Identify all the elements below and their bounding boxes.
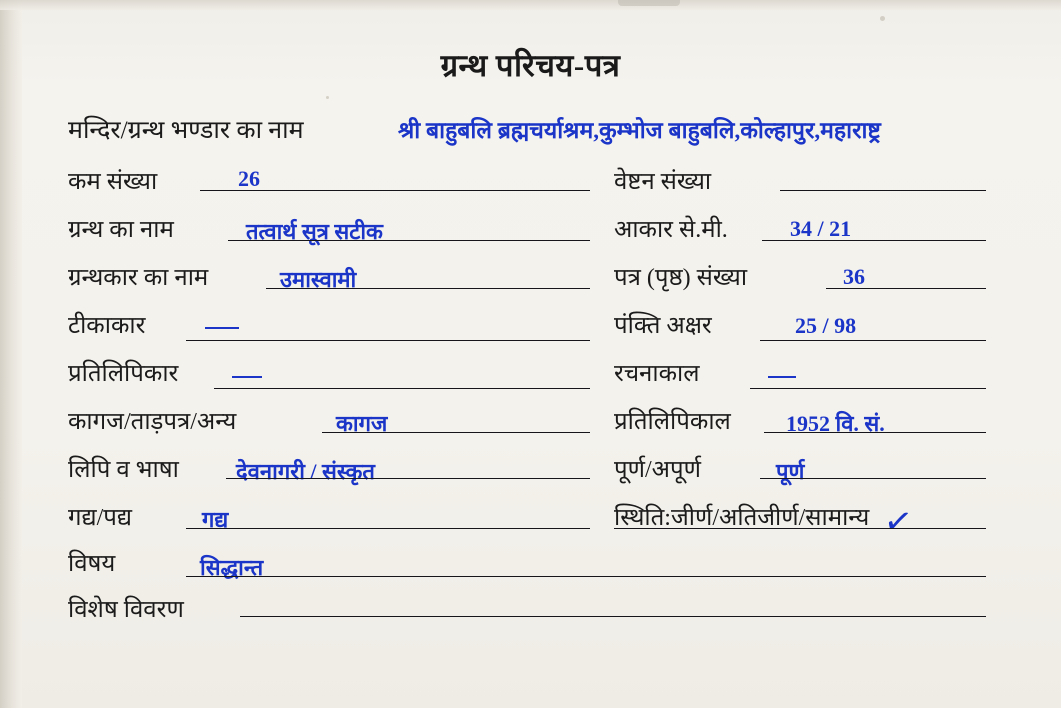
field-value-pratilipikal: 1952 वि. सं. <box>786 411 885 436</box>
field-label-sthiti: स्थिति:जीर्ण/अतिजीर्ण/सामान्य <box>614 505 870 531</box>
field-label-rachnakal: रचनाकाल <box>614 361 700 387</box>
field-rule <box>750 388 986 389</box>
field-value-granth-ka-naam: तत्वार्थ सूत्र सटीक <box>246 219 383 244</box>
field-rule <box>780 190 986 191</box>
scan-edge-left <box>0 0 22 708</box>
field-value-gadya-padya: गद्य <box>202 507 229 532</box>
field-label-pratilipikar: प्रतिलिपिकार <box>68 361 179 387</box>
field-label-patra-sankhya: पत्र (पृष्ठ) संख्या <box>614 265 748 291</box>
field-label-vishesh-vivaran: विशेष विवरण <box>68 597 184 623</box>
field-value-sthiti-checkmark: ✓ <box>881 502 915 543</box>
field-label-tikakar: टीकाकार <box>68 313 146 339</box>
field-label-vishay: विषय <box>68 551 116 577</box>
field-rule <box>266 288 590 289</box>
field-rule <box>214 388 590 389</box>
library-name-value: श्री बाहुबलि ब्रह्मचर्याश्रम,कुम्भोज बाहुबलि,कोल्हापुर,महाराष्ट्र <box>398 118 881 143</box>
field-value-pankti-akshar: 25 / 98 <box>795 313 857 338</box>
field-label-purna-apurna: पूर्ण/अपूर्ण <box>614 457 701 483</box>
field-label-lipi-bhasha: लिपि व भाषा <box>68 457 179 483</box>
field-value-pratilipikar-dash <box>232 376 262 378</box>
field-label-gadya-padya: गद्य/पद्य <box>68 505 133 531</box>
paper-speck <box>880 16 885 21</box>
field-label-krama-sankhya: कम संख्या <box>68 169 158 195</box>
field-label-aakar: आकार से.मी. <box>614 217 728 243</box>
field-rule <box>200 190 590 191</box>
field-rule <box>826 288 986 289</box>
field-value-patra-sankhya: 36 <box>843 264 865 289</box>
field-label-pankti-akshar: पंक्ति अक्षर <box>614 313 712 339</box>
field-value-krama-sankhya: 26 <box>238 166 260 191</box>
field-value-tikakar-dash <box>205 327 239 329</box>
field-label-veshtan-sankhya: वेष्टन संख्या <box>614 169 712 195</box>
field-label-granth-ka-naam: ग्रन्थ का नाम <box>68 217 174 243</box>
field-value-vishay: सिद्धान्त <box>200 555 264 580</box>
field-rule <box>186 340 590 341</box>
field-value-rachnakal-dash <box>768 376 796 378</box>
field-rule <box>240 616 986 617</box>
field-value-kagaj-tadpatra: कागज <box>336 411 388 436</box>
field-rule <box>760 340 986 341</box>
paper-speck <box>326 96 329 99</box>
field-rule <box>762 240 986 241</box>
field-label-kagaj-tadpatra: कागज/ताड़पत्र/अन्य <box>68 409 237 435</box>
library-name-label: मन्दिर/ग्रन्थ भण्डार का नाम <box>68 117 304 144</box>
field-rule <box>760 478 986 479</box>
field-rule <box>322 432 590 433</box>
scan-edge-top <box>0 0 1061 10</box>
scan-edge-notch <box>618 0 680 6</box>
field-label-granthkar-ka-naam: ग्रन्थकार का नाम <box>68 265 209 291</box>
field-rule <box>226 478 590 479</box>
page-title: ग्रन्थ परिचय-पत्र <box>440 48 621 83</box>
field-value-purna-apurna: पूर्ण <box>776 459 805 484</box>
field-rule <box>186 576 986 577</box>
field-value-lipi-bhasha: देवनागरी / संस्कृत <box>236 459 375 484</box>
field-rule <box>614 528 986 529</box>
field-rule <box>764 432 986 433</box>
field-value-aakar: 34 / 21 <box>790 216 852 241</box>
field-label-pratilipikal: प्रतिलिपिकाल <box>614 409 731 435</box>
field-rule <box>186 528 590 529</box>
field-rule <box>228 240 590 241</box>
field-value-granthkar-ka-naam: उमास्वामी <box>280 267 357 292</box>
